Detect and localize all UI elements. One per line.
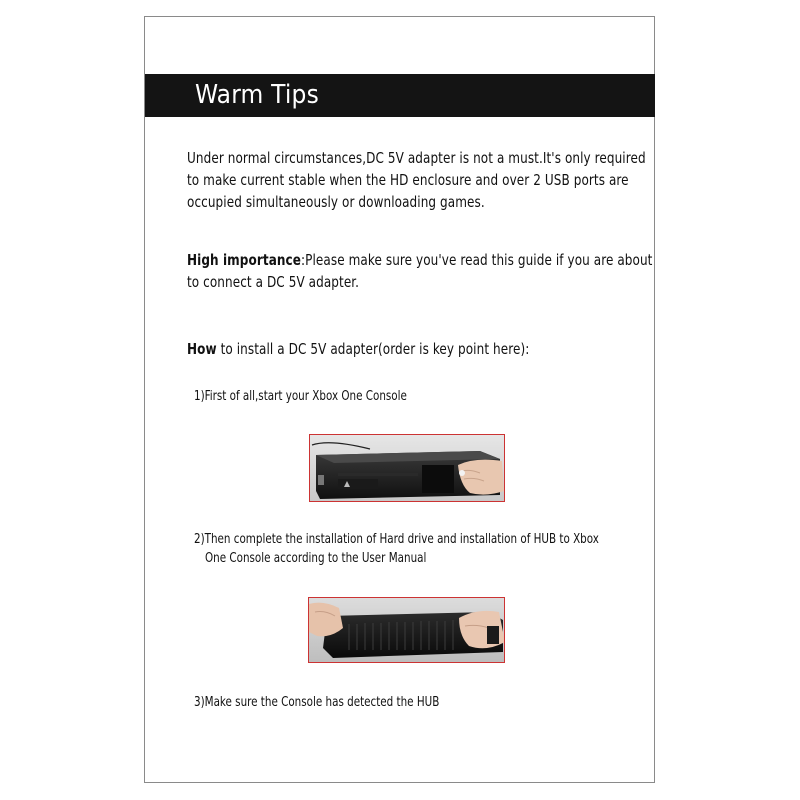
importance-line-1: [187, 249, 652, 271]
step-1: 1)First of all,start your Xbox One Console: [194, 389, 407, 404]
how-line: [187, 338, 529, 360]
intro-line-3: occupied simultaneously or downloading games.: [187, 193, 485, 211]
step-2-line-2: One Console according to the User Manual: [205, 551, 427, 566]
hub-installation-image: [309, 598, 505, 663]
step-3: 3)Make sure the Console has detected the HUB: [194, 695, 440, 710]
how-label: How: [187, 340, 217, 358]
title-banner: [145, 74, 655, 117]
how-text: to install a DC 5V adapter(order is key point here):: [216, 340, 530, 358]
importance-line-2: to connect a DC 5V adapter.: [187, 273, 360, 291]
console-photo-1: [309, 434, 505, 502]
console-power-on-image: [310, 435, 505, 502]
console-photo-2: [308, 597, 505, 663]
importance-label: High importance: [187, 251, 302, 269]
intro-line-1: Under normal circumstances,DC 5V adapter is not a must.It's only required: [187, 149, 646, 167]
intro-line-2: to make current stable when the HD enclosure and over 2 USB ports are: [187, 171, 629, 189]
importance-text: :Please make sure you've read this guide if you are about: [301, 251, 653, 269]
page-title: Warm Tips: [195, 80, 319, 110]
step-2-line-1: 2)Then complete the installation of Hard drive and installation of HUB to Xbox: [194, 532, 599, 547]
